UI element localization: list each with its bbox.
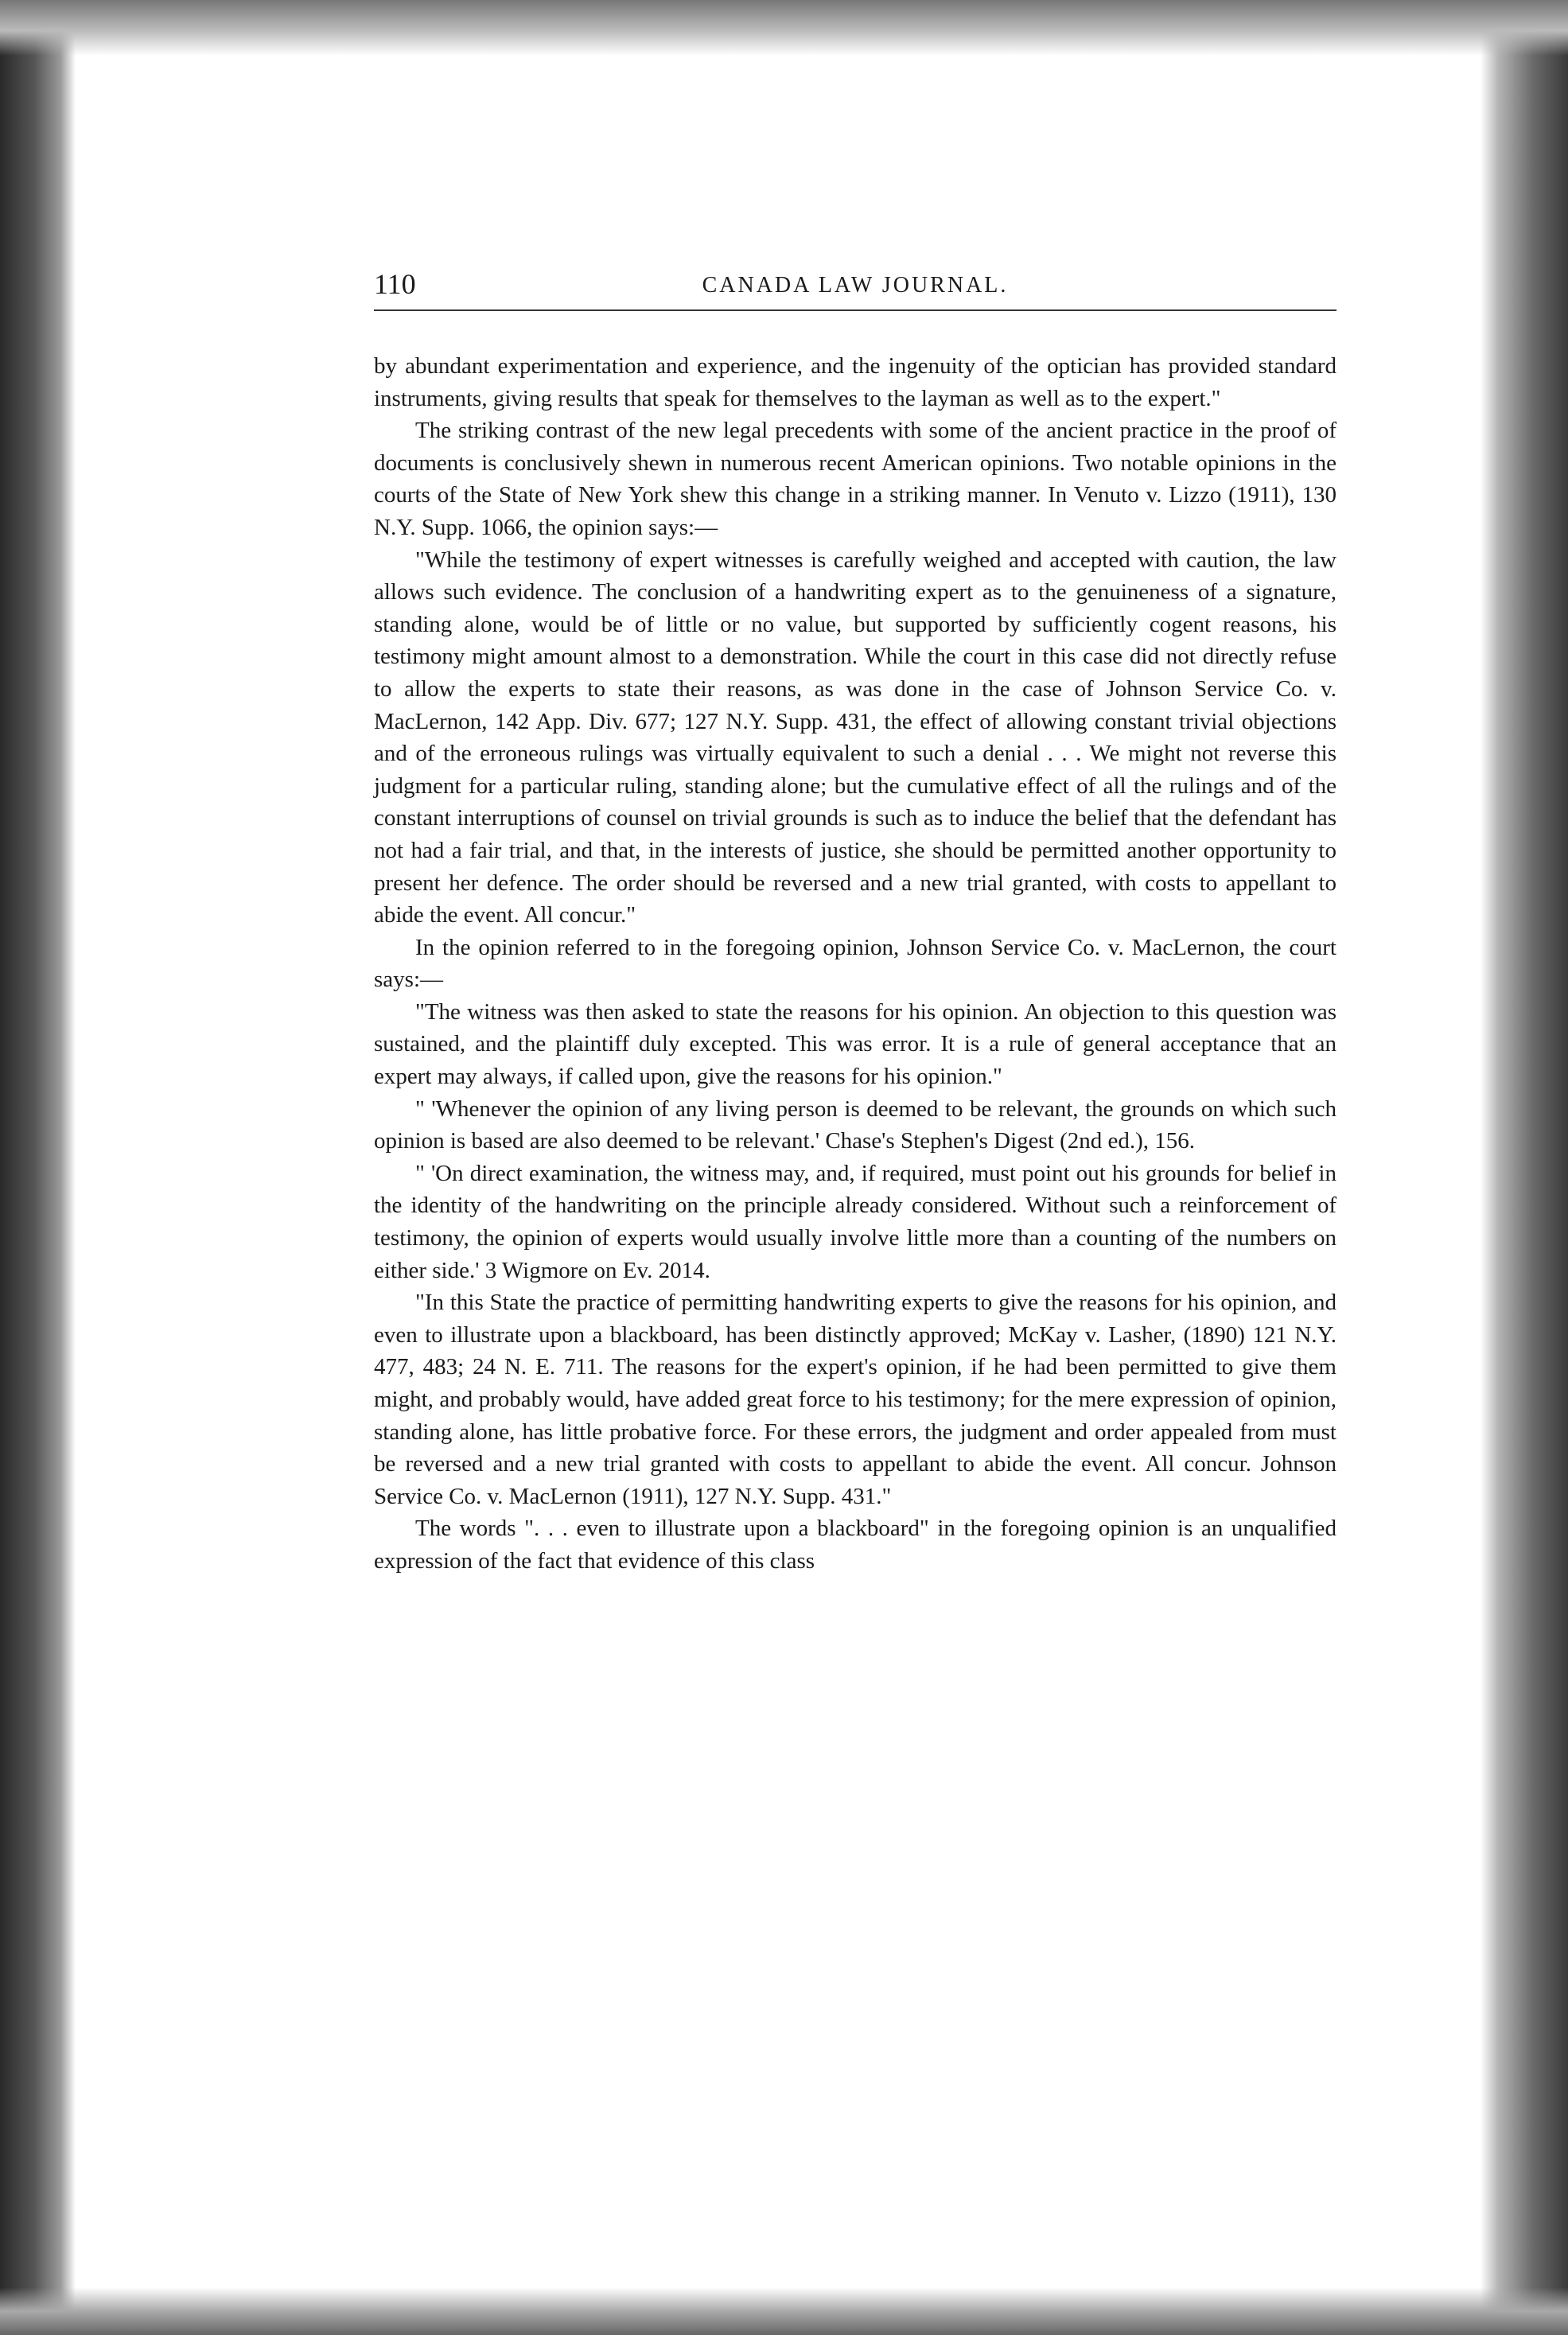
paragraph: "The witness was then asked to state the reasons for his opinion. An objection to this question was sustained, and the plaintiff duly excepted. This was error. It is a rule of general acceptance that an expert may always, if called upon, give the reasons for his opinion."	[374, 998, 1336, 1090]
journal-title: CANADA LAW JOURNAL.	[702, 273, 1009, 298]
page-header	[374, 267, 1336, 314]
scan-border-bottom	[0, 2287, 1568, 2335]
paragraph: "In this State the practice of permitting handwriting experts to give the reasons for his opinion, and even to illustrate upon a blackboard, has been distinctly approved; McKay v. Lasher, (1890) 121 N.Y. 477, 483; 24 N. E. 711. The reasons for the expert's opinion, if he had been permitted to give them might, and probably would, have added great force to his testimony; for the mere expression of opinion, standing alone, has little probative force. For these errors, the judgment and order appealed from must be reversed and a new trial granted with costs to appellant to abide the event. All concur. Johnson Service Co. v. MacLernon (1911), 127 N.Y. Supp. 431."	[374, 1290, 1336, 1509]
paragraph: " 'Whenever the opinion of any living person is deemed to be relevant, the grounds on which such opinion is based are also deemed to be relevant.' Chase's Stephen's Digest (2nd ed.), 156.	[374, 1096, 1336, 1154]
header-rule	[374, 309, 1336, 311]
paragraph: "While the testimony of expert witnesses is carefully weighed and accepted with caution, the law allows such evidence. The conclusion of a handwriting expert as to the genuineness of a signature, standing alone, would be of little or no value, but supported by sufficiently cogent reasons, his testimony might amount almost to a demonstration. While the court in this case did not directly refuse to allow the experts to state their reasons, as was done in the case of Johnson Service Co. v. MacLernon, 142 App. Div. 677; 127 N.Y. Supp. 431, the effect of allowing constant trivial objections and of the erroneous rulings was virtually equivalent to such a denial . . . We might not reverse this judgment for a particular ruling, standing alone; but the cumulative effect of all the rulings and of the constant interruptions of counsel on trivial grounds is such as to induce the belief that the defendant has not had a fair trial, and that, in the interests of justice, she should be permitted another opportunity to present her defence. The order should be reversed and a new trial granted, with costs to appellant to abide the event. All concur."	[374, 547, 1336, 928]
paragraph: " 'On direct examination, the witness may, and, if required, must point out his grounds for belief in the identity of the handwriting on the principle already considered. Without such a reinforcement of testimony, the opinion of experts would usually involve little more than a counting of the numbers on either side.' 3 Wigmore on Ev. 2014.	[374, 1160, 1336, 1283]
paragraph: The words ". . . even to illustrate upon a blackboard" in the foregoing opinion is an unqualified expression of the fact that evidence of this class	[374, 1516, 1336, 1574]
page-number: 110	[374, 268, 416, 300]
scan-border-top	[0, 0, 1568, 56]
scan-border-left	[0, 0, 76, 2335]
paragraph: The striking contrast of the new legal precedents with some of the ancient practice in the proof of documents is conclusively shewn in numerous recent American opinions. Two notable opinions in the courts of the State of New York shew this change in a striking manner. In Venuto v. Lizzo (1911), 130 N.Y. Supp. 1066, the opinion says:—	[374, 418, 1336, 540]
paragraph: In the opinion referred to in the foregoing opinion, Johnson Service Co. v. MacLernon, the court says:—	[374, 934, 1336, 993]
body-text	[374, 350, 1336, 1578]
paragraph-continued: by abundant experimentation and experience, and the ingenuity of the optician has provided standard instruments, giving results that speak for themselves to the layman as well as to the expert."	[374, 353, 1336, 411]
scan-border-right	[1480, 0, 1568, 2335]
